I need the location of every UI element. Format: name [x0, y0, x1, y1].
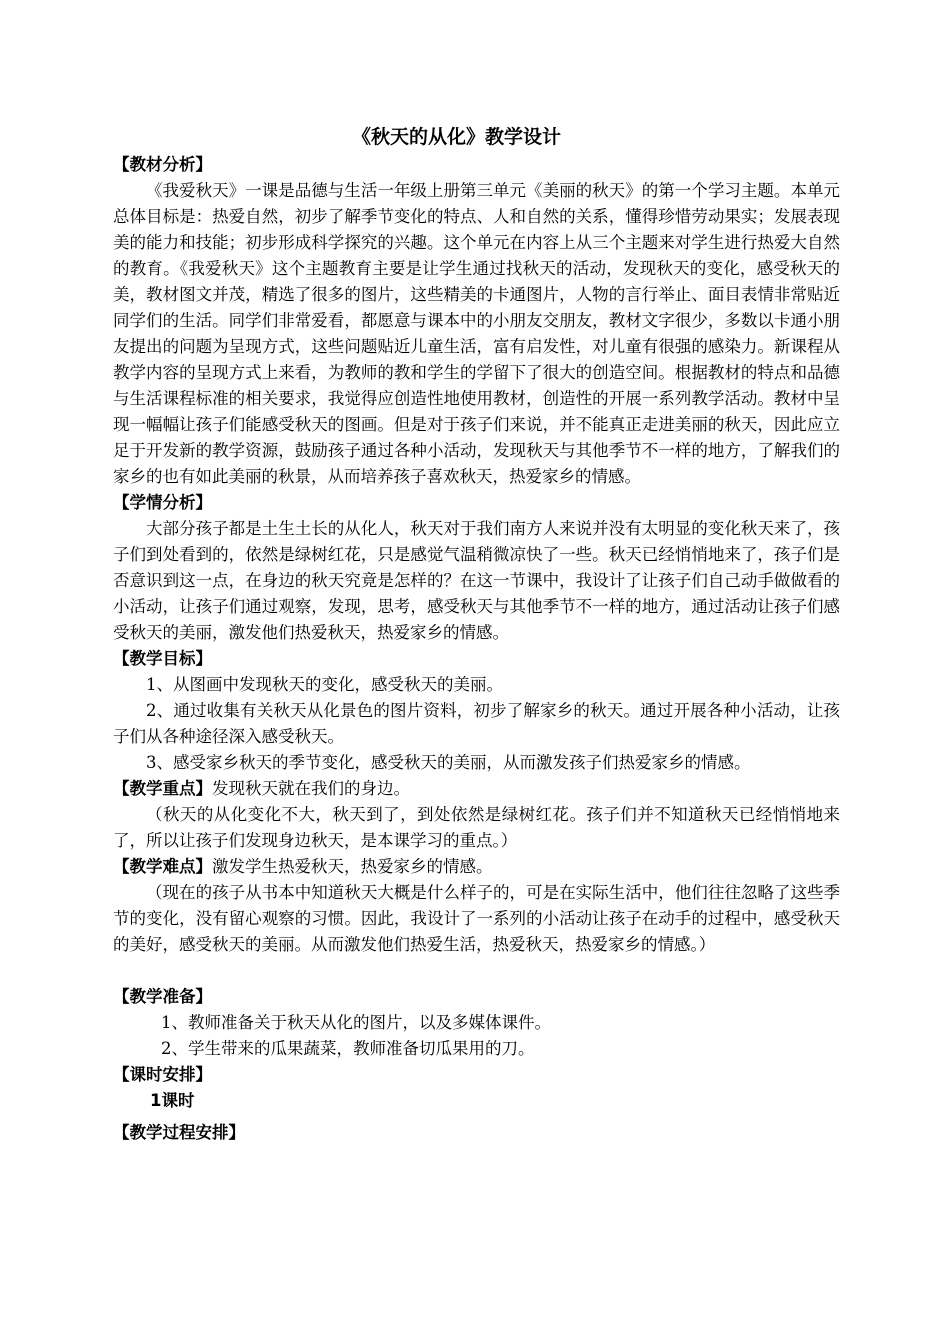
heading-process: 【教学过程安排】 — [113, 1123, 245, 1142]
key-point-line — [113, 776, 840, 802]
textbook-analysis-paragraph: 《我爱秋天》一课是品德与生活一年级上册第三单元《美丽的秋天》的第一个学习主题。本单元总体目标是：热爱自然，初步了解季节变化的特点、人和自然的关系，懂得珍惜劳动果实；发展表现美的能力和技能；初步形成科学探究的兴趣。这个单元在内容上从三个主题来对学生进行热爱大自然的教育。《我爱秋天》这个主题教育主要是让学生通过找秋天的活动，发现秋天的变化，感受秋天的美，教材图文并茂，精选了很多的图片，这些精美的卡通图片，人物的言行举止、面目表情非常贴近同学们的生活。同学们非常爱看，都愿意与课本中的小朋友交朋友，教材文字很少，多数以卡通小朋友提出的问题为呈现方式，这些问题贴近儿童生活，富有启发性，对儿童有很强的感染力。新课程从教学内容的呈现方式上来看，为教师的教和学生的学留下了很大的创造空间。根据教材的特点和品德与生活课程标准的相关要求，我觉得应创造性地使用教材，创造性的开展一系列教学活动。教材中呈现一幅幅让孩子们能感受秋天的图画。但是对于孩子们来说，并不能真正走进美丽的秋天，因此应立足于开发新的教学资源，鼓励孩子通过各种小活动，发现秋天与其他季节不一样的地方，了解我们的家乡的也有如此美丽的秋景，从而培养孩子喜欢秋天，热爱家乡的情感。 — [113, 181, 840, 486]
student-analysis-paragraph: 大部分孩子都是土生土长的从化人，秋天对于我们南方人来说并没有太明显的变化秋天来了，孩子们到处看到的，依然是绿树红花，只是感觉气温稍微凉快了一些。秋天已经悄悄地来了，孩子们是否意识到这一点，在身边的秋天究竟是怎样的？在这一节课中，我设计了让孩子们自己动手做做看的小活动，让孩子们通过观察，发现，思考，感受秋天与其他季节不一样的地方，通过活动让孩子们感受秋天的美丽，激发他们热爱秋天，热爱家乡的情感。 — [113, 519, 840, 642]
spacer — [113, 958, 840, 984]
document-page — [113, 122, 840, 1146]
goal-item-1: 1、从图画中发现秋天的变化，感受秋天的美丽。 — [146, 675, 503, 694]
document-title: 《秋天的从化》教学设计 — [351, 126, 561, 148]
heading-key-point: 【教学重点】 — [113, 779, 212, 798]
goal-item-3: 3、感受家乡秋天的季节变化，感受秋天的美丽，从而激发孩子们热爱家乡的情感。 — [146, 753, 751, 772]
key-point-text: 发现秋天就在我们的身边。 — [212, 779, 410, 798]
heading-preparation: 【教学准备】 — [113, 987, 212, 1006]
key-point-note: （秋天的从化变化不大，秋天到了，到处依然是绿树红花。孩子们并不知道秋天已经悄悄地来了，所以让孩子们发现身边秋天，是本课学习的重点。） — [113, 805, 840, 850]
difficulty-line — [113, 854, 840, 880]
heading-student-analysis: 【学情分析】 — [113, 493, 212, 512]
goal-item-2: 2、通过收集有关秋天从化景色的图片资料，初步了解家乡的秋天。通过开展各种小活动，让孩子们从各种途径深入感受秋天。 — [113, 701, 840, 746]
schedule-text: 1课时 — [150, 1091, 195, 1110]
preparation-item-2: 2、学生带来的瓜果蔬菜，教师准备切瓜果用的刀。 — [161, 1039, 535, 1058]
heading-textbook-analysis: 【教材分析】 — [113, 155, 212, 174]
preparation-item-1: 1、教师准备关于秋天从化的图片，以及多媒体课件。 — [161, 1013, 551, 1032]
heading-teaching-goals: 【教学目标】 — [113, 649, 212, 668]
difficulty-note: （现在的孩子从书本中知道秋天大概是什么样子的，可是在实际生活中，他们往往忽略了这些季节的变化，没有留心观察的习惯。因此，我设计了一系列的小活动让孩子在动手的过程中，感受秋天的美好，感受秋天的美丽。从而激发他们热爱生活，热爱秋天，热爱家乡的情感。） — [113, 883, 840, 954]
heading-difficulty: 【教学难点】 — [113, 857, 212, 876]
heading-schedule: 【课时安排】 — [113, 1065, 212, 1084]
difficulty-text: 激发学生热爱秋天，热爱家乡的情感。 — [212, 857, 493, 876]
